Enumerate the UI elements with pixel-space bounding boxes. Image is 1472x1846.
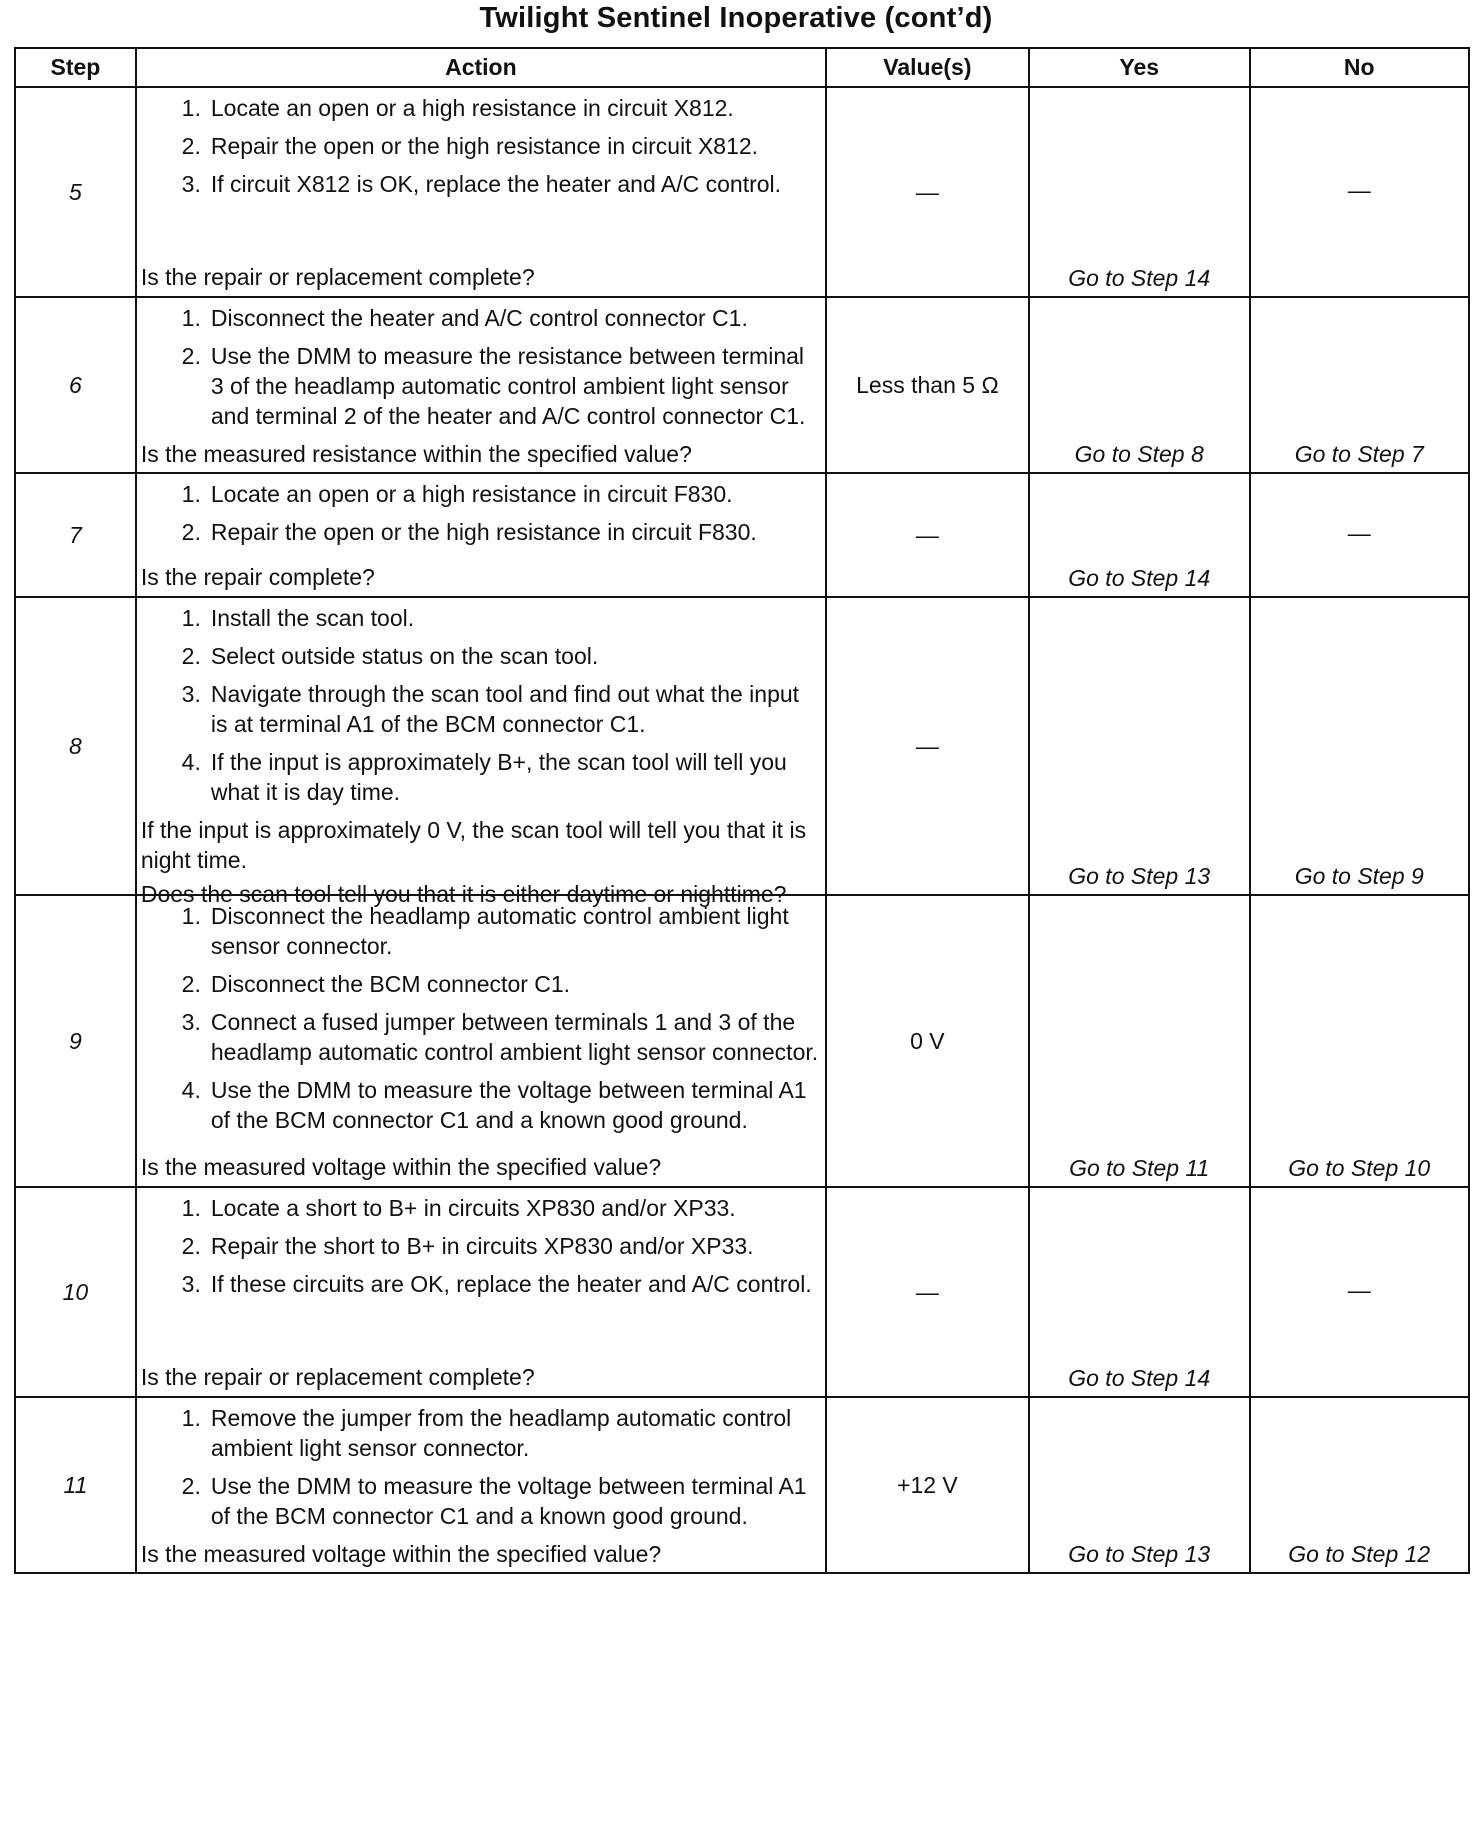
action-cell — [136, 597, 826, 907]
action-item-number: 2. — [181, 971, 201, 997]
action-cell — [136, 473, 826, 597]
action-list — [141, 479, 821, 555]
action-item-text: Use the DMM to measure the voltage between terminal A1 of the BCM connector C1 and a known good ground. — [210, 1473, 807, 1529]
action-item-number: 3. — [181, 171, 201, 197]
action-item — [141, 517, 821, 547]
yes-cell: Go to Step 14 — [1029, 87, 1250, 297]
action-item-text: If these circuits are OK, replace the heater and A/C control. — [210, 1271, 812, 1297]
value-cell: — — [826, 473, 1029, 597]
page-title: Twilight Sentinel Inoperative (cont’d) — [479, 2, 993, 34]
action-cell — [136, 87, 826, 297]
no-cell: Go to Step 10 — [1250, 895, 1469, 1187]
action-list — [141, 303, 821, 439]
action-item-number: 3. — [181, 1271, 201, 1297]
action-item-text: Repair the open or the high resistance in circuit F830. — [210, 519, 757, 545]
action-question: Does the scan tool tell you that it is either daytime or nighttime? — [140, 881, 787, 907]
value-cell: — — [826, 597, 1029, 895]
no-cell: Go to Step 7 — [1250, 297, 1469, 473]
header-step: Step — [15, 48, 136, 87]
action-item — [141, 969, 821, 999]
table-row — [15, 1397, 1469, 1573]
action-list — [141, 1403, 821, 1539]
action-question: Is the repair or replacement complete? — [140, 264, 535, 290]
action-item — [141, 479, 821, 509]
action-item — [141, 1231, 821, 1261]
table-row — [15, 87, 1469, 297]
table-row — [15, 297, 1469, 473]
action-cell — [136, 297, 826, 473]
no-cell: — — [1250, 473, 1469, 597]
action-item — [141, 1007, 821, 1067]
action-item-text: Repair the open or the high resistance in circuit X812. — [210, 133, 759, 159]
table-row — [15, 597, 1469, 895]
action-cell — [136, 895, 826, 1187]
diagnostic-table — [14, 47, 1470, 1574]
value-cell: — — [826, 87, 1029, 297]
header-values: Value(s) — [826, 48, 1029, 87]
no-cell: Go to Step 12 — [1250, 1397, 1469, 1573]
step-number: 10 — [15, 1187, 136, 1397]
action-item-text: Locate an open or a high resistance in circuit F830. — [210, 481, 733, 507]
action-item-text: Use the DMM to measure the resistance between terminal 3 of the headlamp automatic control ambient light sensor and terminal 2 of the heater and A/C control connector C1. — [210, 343, 806, 429]
no-cell: Go to Step 9 — [1250, 597, 1469, 895]
action-item-number: 4. — [181, 1077, 201, 1103]
value-cell: +12 V — [826, 1397, 1029, 1573]
action-item — [141, 1075, 821, 1135]
action-item-text: Disconnect the heater and A/C control connector C1. — [210, 305, 748, 331]
action-item — [141, 131, 821, 161]
yes-cell: Go to Step 13 — [1029, 1397, 1250, 1573]
action-item-number: 1. — [181, 95, 201, 121]
action-item-number: 1. — [181, 903, 201, 929]
yes-cell: Go to Step 11 — [1029, 895, 1250, 1187]
action-item-number: 2. — [181, 1233, 201, 1259]
value-cell: Less than 5 Ω — [826, 297, 1029, 473]
action-question: Is the measured resistance within the specified value? — [140, 441, 692, 467]
no-cell: — — [1250, 87, 1469, 297]
action-item-text: Disconnect the headlamp automatic control ambient light sensor connector. — [210, 903, 789, 959]
table-row — [15, 473, 1469, 597]
action-item-number: 2. — [181, 343, 201, 369]
action-item-text: Remove the jumper from the headlamp automatic control ambient light sensor connector. — [210, 1405, 792, 1461]
yes-cell: Go to Step 13 — [1029, 597, 1250, 895]
action-item-number: 1. — [181, 605, 201, 631]
action-cell — [136, 1187, 826, 1397]
action-item-number: 2. — [181, 519, 201, 545]
header-no: No — [1250, 48, 1469, 87]
action-item — [141, 93, 821, 123]
action-item — [141, 1269, 821, 1299]
step-number: 6 — [15, 297, 136, 473]
step-number: 9 — [15, 895, 136, 1187]
action-item-text: Connect a fused jumper between terminals 1 and 3 of the headlamp automatic control ambient light sensor connector. — [210, 1009, 819, 1065]
action-item-number: 1. — [181, 1195, 201, 1221]
action-item-number: 4. — [181, 749, 201, 775]
action-list — [141, 901, 821, 1143]
action-question: Is the measured voltage within the specified value? — [140, 1154, 662, 1180]
action-item-text: Repair the short to B+ in circuits XP830 and/or XP33. — [210, 1233, 754, 1259]
action-question: Is the repair complete? — [140, 564, 375, 590]
action-item — [141, 303, 821, 333]
action-item — [141, 679, 821, 739]
action-list — [141, 1193, 821, 1307]
action-item-text: Select outside status on the scan tool. — [210, 643, 599, 669]
table-row — [15, 1187, 1469, 1397]
action-item-number: 3. — [181, 1009, 201, 1035]
action-item-text: Use the DMM to measure the voltage between terminal A1 of the BCM connector C1 and a known good ground. — [210, 1077, 807, 1133]
step-number: 11 — [15, 1397, 136, 1573]
yes-cell: Go to Step 8 — [1029, 297, 1250, 473]
action-question: Is the repair or replacement complete? — [140, 1364, 535, 1390]
action-item — [141, 341, 821, 431]
header-action: Action — [136, 48, 826, 87]
header-yes: Yes — [1029, 48, 1250, 87]
step-number: 5 — [15, 87, 136, 297]
action-item — [141, 747, 821, 807]
action-item-text: If circuit X812 is OK, replace the heater and A/C control. — [210, 171, 782, 197]
action-item — [141, 901, 821, 961]
action-list — [141, 603, 821, 815]
action-item-text: Navigate through the scan tool and find out what the input is at terminal A1 of the BCM connector C1. — [210, 681, 800, 737]
yes-cell: Go to Step 14 — [1029, 473, 1250, 597]
action-item — [141, 1403, 821, 1463]
action-item-text: Locate an open or a high resistance in circuit X812. — [210, 95, 734, 121]
action-item-text: Install the scan tool. — [210, 605, 415, 631]
action-item-text: Locate a short to B+ in circuits XP830 and/or XP33. — [210, 1195, 736, 1221]
action-item-number: 2. — [181, 643, 201, 669]
action-item-text: If the input is approximately B+, the scan tool will tell you what it is day time. — [210, 749, 787, 805]
no-cell: — — [1250, 1187, 1469, 1397]
value-cell: 0 V — [826, 895, 1029, 1187]
action-list — [141, 93, 821, 207]
action-item — [141, 1471, 821, 1531]
table-header-row — [15, 48, 1469, 87]
action-item — [141, 169, 821, 199]
action-item-text: Disconnect the BCM connector C1. — [210, 971, 571, 997]
action-cell — [136, 1397, 826, 1573]
action-item-number: 2. — [181, 133, 201, 159]
yes-cell: Go to Step 14 — [1029, 1187, 1250, 1397]
action-item — [141, 641, 821, 671]
action-item-number: 1. — [181, 1405, 201, 1431]
action-question: Is the measured voltage within the specified value? — [140, 1541, 662, 1567]
action-item-number: 1. — [181, 481, 201, 507]
step-number: 8 — [15, 597, 136, 895]
action-note: If the input is approximately 0 V, the scan tool will tell you that it is night time. — [140, 817, 807, 873]
action-item-number: 3. — [181, 681, 201, 707]
action-item — [141, 1193, 821, 1223]
action-item — [141, 603, 821, 633]
action-item-number: 1. — [181, 305, 201, 331]
table-row — [15, 895, 1469, 1187]
step-number: 7 — [15, 473, 136, 597]
action-item-number: 2. — [181, 1473, 201, 1499]
value-cell: — — [826, 1187, 1029, 1397]
